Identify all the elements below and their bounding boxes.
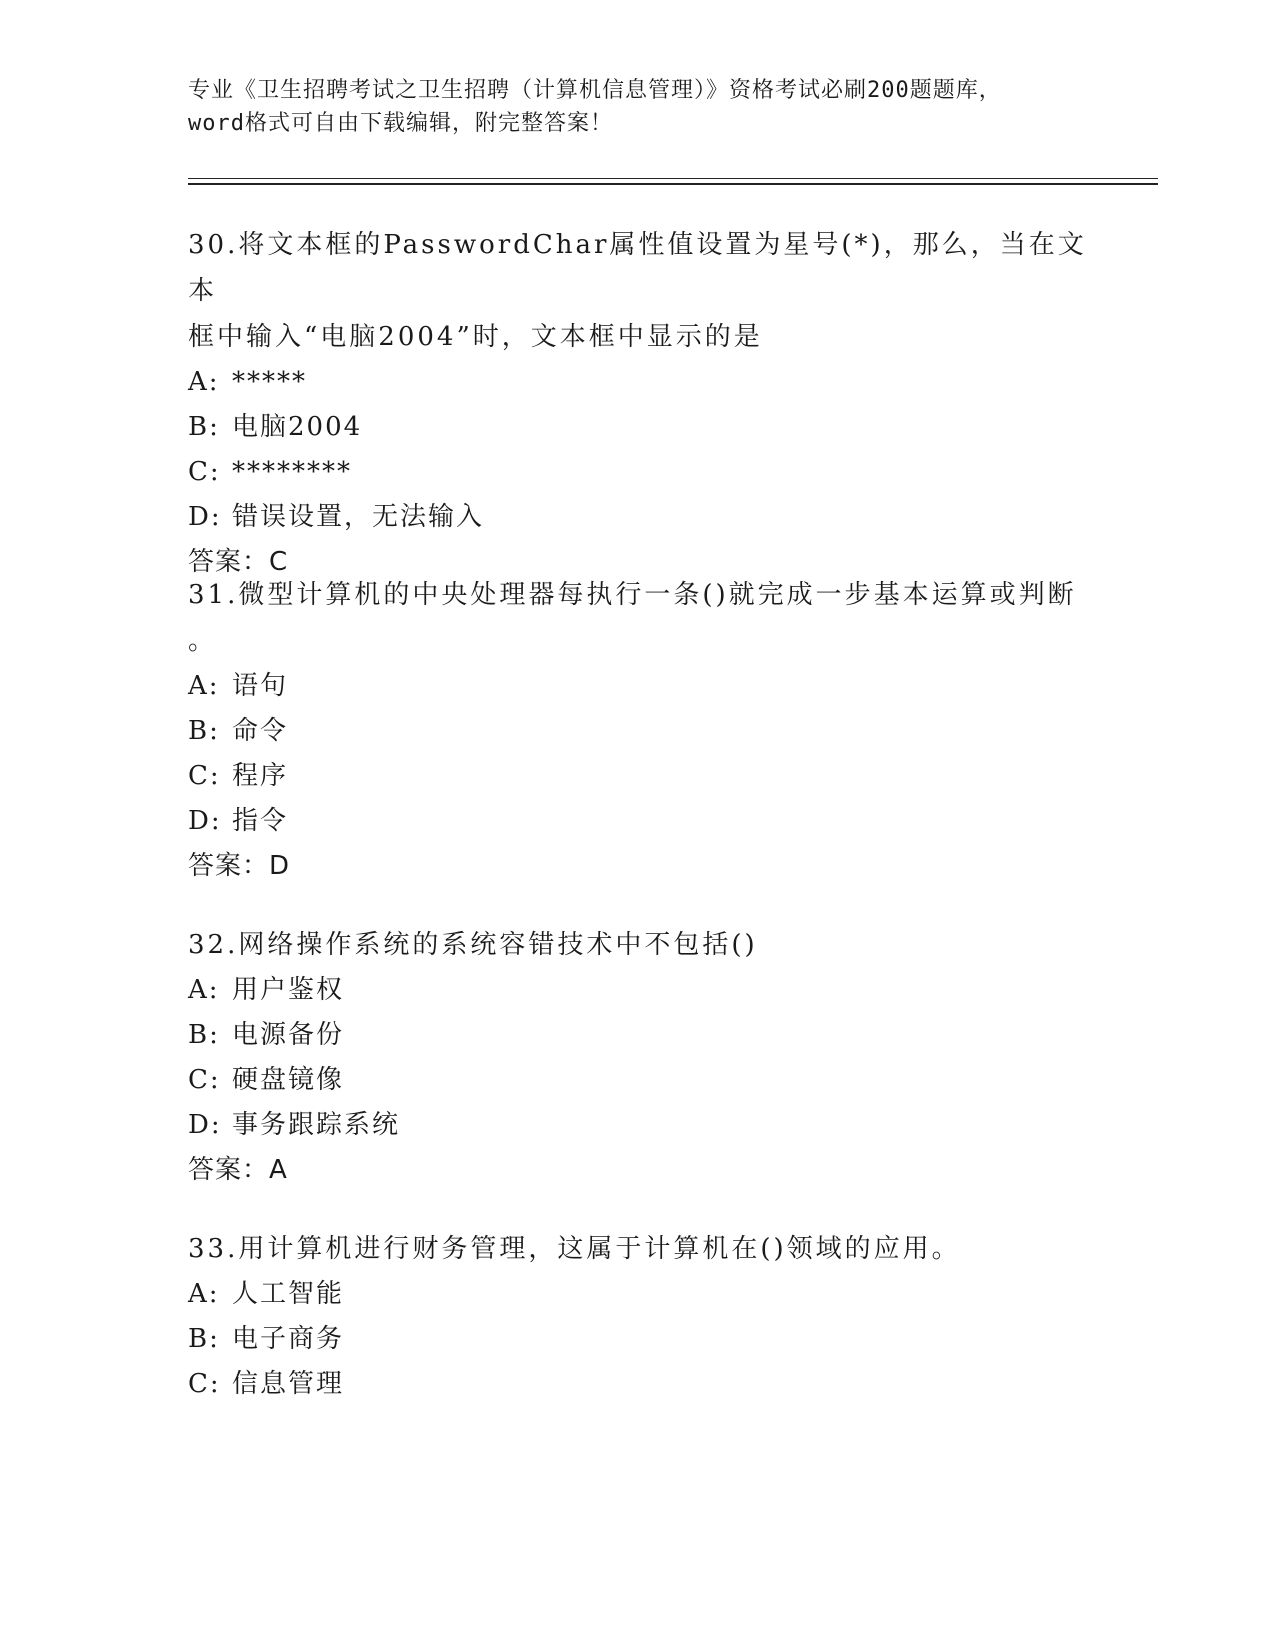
option-key: B: (188, 716, 220, 746)
option-key: C: (188, 457, 221, 487)
document-header (188, 74, 1088, 140)
option-text: ***** (232, 367, 307, 397)
option-key: A: (188, 1279, 220, 1309)
option-a (188, 664, 1088, 709)
option-c (188, 754, 1088, 799)
option-text: 信息管理 (232, 1369, 345, 1399)
option-b (188, 405, 1088, 450)
stem-line-1: 32.网络操作系统的系统容错技术中不包括() (188, 930, 758, 960)
question-31 (188, 572, 1088, 889)
stem-line-1: 31.微型计算机的中央处理器每执行一条()就完成一步基本运算或判断 (188, 580, 1077, 610)
option-key: D: (188, 502, 222, 532)
stem-line-1: 30.将文本框的PasswordChar属性值设置为星号(*)，那么，当在文本 (188, 230, 1087, 306)
option-a (188, 1272, 1088, 1317)
option-text: 错误设置，无法输入 (232, 502, 485, 532)
option-d (188, 799, 1088, 844)
option-text: 电脑2004 (232, 412, 363, 442)
option-key: A: (188, 671, 220, 701)
option-c (188, 450, 1088, 495)
option-key: C: (188, 761, 221, 791)
question-stem (188, 1226, 1088, 1272)
option-a (188, 968, 1088, 1013)
option-text: 指令 (232, 806, 289, 836)
option-key: B: (188, 1020, 220, 1050)
option-key: D: (188, 806, 222, 836)
option-text: 命令 (232, 716, 289, 746)
option-d (188, 495, 1088, 540)
question-stem (188, 222, 1088, 360)
option-b (188, 709, 1088, 754)
option-d (188, 1103, 1088, 1148)
option-key: B: (188, 1324, 220, 1354)
header-line-1: 专业《卫生招聘考试之卫生招聘（计算机信息管理）》资格考试必刷200题题库， (188, 78, 1002, 103)
option-key: C: (188, 1065, 221, 1095)
stem-line-2: 。 (188, 626, 218, 656)
option-c (188, 1362, 1088, 1407)
option-key: B: (188, 412, 220, 442)
stem-line-2: 框中输入“电脑2004”时，文本框中显示的是 (188, 322, 763, 352)
option-text: 电子商务 (232, 1324, 345, 1354)
option-a (188, 360, 1088, 405)
question-32 (188, 922, 1088, 1193)
option-text: 程序 (232, 761, 289, 791)
stem-line-1: 33.用计算机进行财务管理，这属于计算机在()领域的应用。 (188, 1234, 961, 1264)
question-stem (188, 922, 1088, 968)
option-text: 事务跟踪系统 (232, 1110, 401, 1140)
option-key: D: (188, 1110, 222, 1140)
option-text: 硬盘镜像 (232, 1065, 345, 1095)
option-text: 电源备份 (232, 1020, 345, 1050)
option-key: A: (188, 975, 220, 1005)
question-33 (188, 1226, 1088, 1407)
answer-line: 答案：C (188, 547, 289, 577)
option-key: A: (188, 367, 220, 397)
option-b (188, 1013, 1088, 1058)
header-divider (188, 178, 1158, 184)
option-b (188, 1317, 1088, 1362)
question-30 (188, 222, 1088, 585)
answer-line: 答案：D (188, 851, 291, 881)
option-key: C: (188, 1369, 221, 1399)
header-line-2: word格式可自由下载编辑，附完整答案！ (188, 111, 613, 136)
answer-line: 答案：A (188, 1155, 288, 1185)
question-stem (188, 572, 1088, 664)
option-text: ******** (232, 457, 352, 487)
option-text: 用户鉴权 (232, 975, 345, 1005)
option-text: 语句 (232, 671, 289, 701)
option-text: 人工智能 (232, 1279, 345, 1309)
option-c (188, 1058, 1088, 1103)
